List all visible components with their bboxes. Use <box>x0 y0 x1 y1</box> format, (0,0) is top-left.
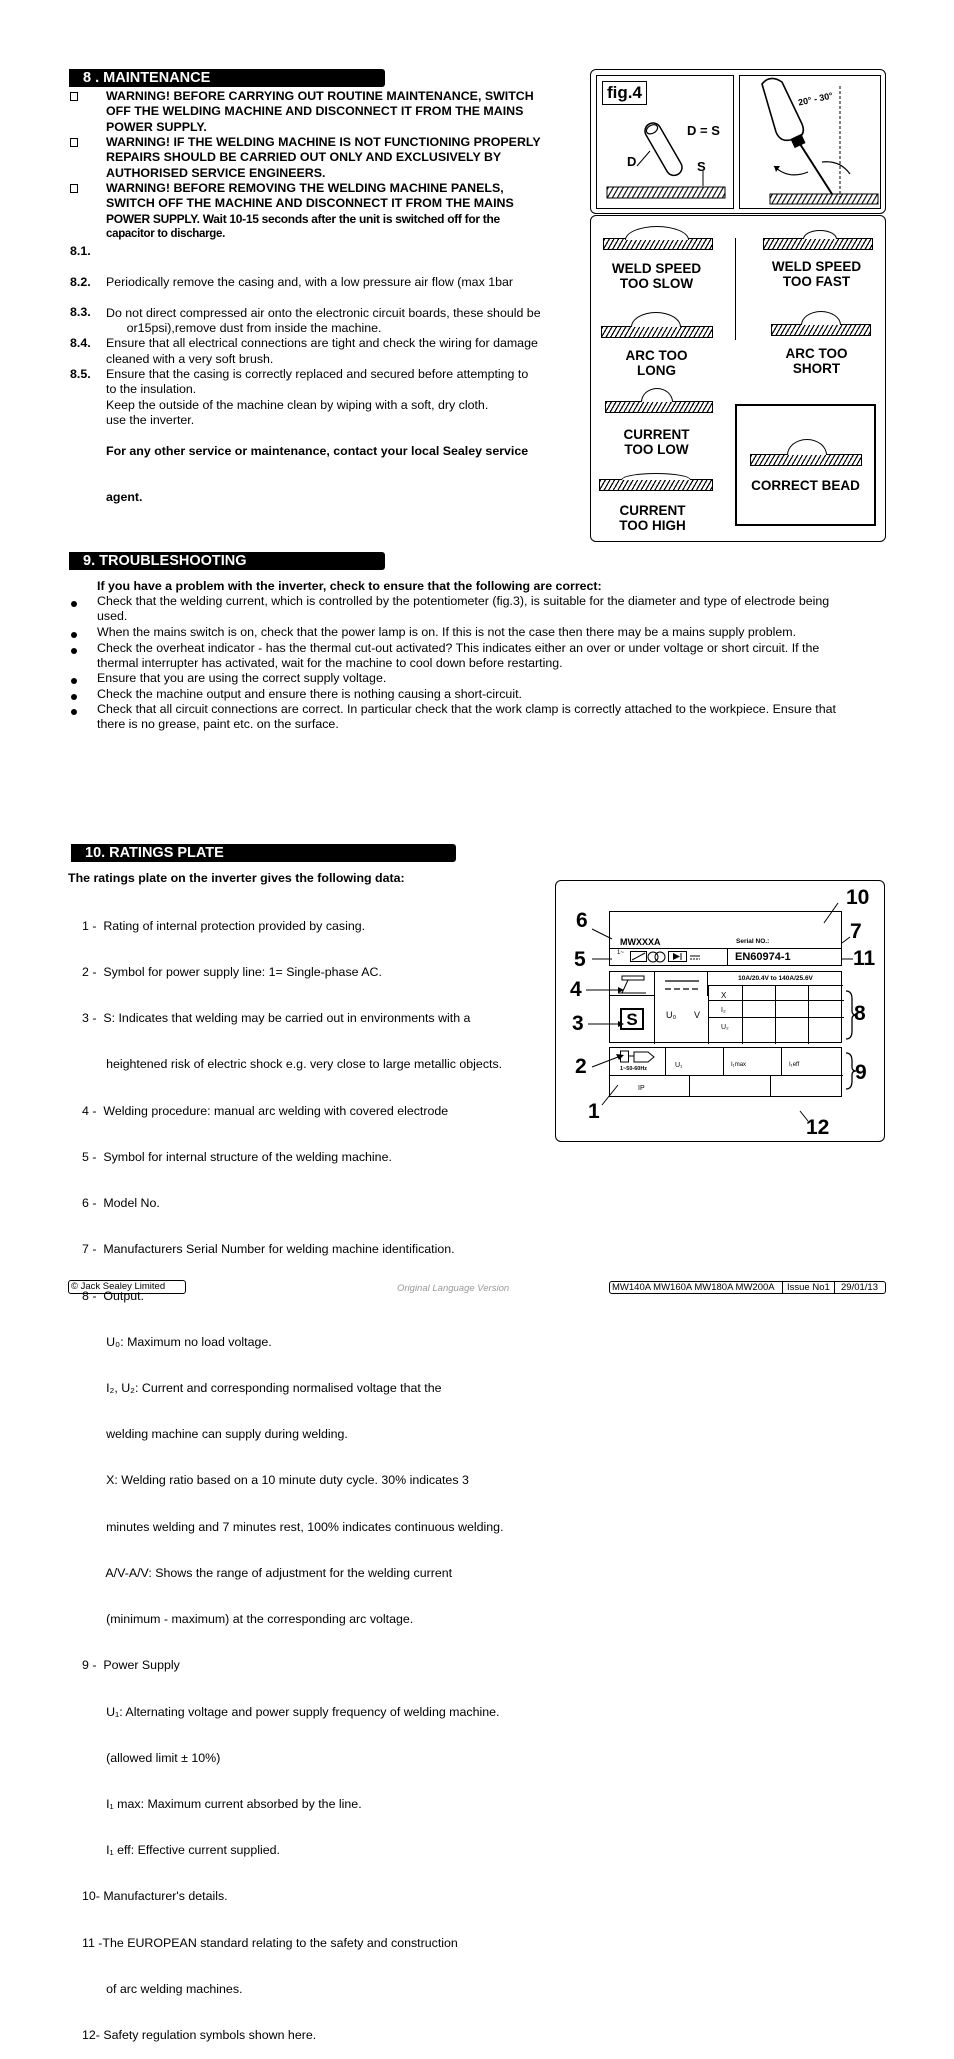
warning-line: AUTHORISED SERVICE ENGINEERS. <box>106 165 326 180</box>
step-line: or15psi),remove dust from inside the machine. <box>106 321 382 336</box>
fig4-right-box <box>739 75 881 209</box>
ratings-line: U₁: Alternating voltage and power supply frequency of welding machine. <box>82 1704 500 1719</box>
plate-i1max: I₁max <box>731 1062 747 1068</box>
ratings-line: 7 - Manufacturers Serial Number for welding machine identification. <box>82 1242 455 1257</box>
step-line: cleaned with a very soft brush. <box>106 352 274 367</box>
warning-line: WARNING! IF THE WELDING MACHINE IS NOT FUNCTIONING PROPERLY <box>106 135 541 149</box>
ratings-line: A/V-A/V: Shows the range of adjustment for the welding current <box>82 1565 453 1580</box>
d-equals-s-label: D = S <box>687 123 720 138</box>
arc-long-plate <box>601 326 713 338</box>
list-item: When the mains switch is on, check that the power lamp is on. If this is not the case then there may be a mains supply problem. <box>70 625 880 640</box>
ratings-line: 10- Manufacturer's details. <box>82 1889 228 1904</box>
ratings-line: 8 - Output. <box>82 1288 144 1303</box>
ratings-list <box>82 888 552 2059</box>
checkbox-square-icon <box>70 92 78 101</box>
step-line: Ensure that all electrical connections are tight and check the wiring for damage <box>106 335 538 350</box>
ratings-line: 9 - Power Supply <box>82 1658 180 1673</box>
current-high-bead <box>621 473 691 480</box>
bullet-icon <box>71 601 77 607</box>
callout-1: 1 <box>588 1100 600 1123</box>
angle-label: 20° - 30° <box>797 90 834 108</box>
warning-line: SWITCH OFF THE MACHINE AND DISCONNECT IT FROM THE MAINS <box>106 196 514 211</box>
ratings-line: 6 - Model No. <box>82 1196 160 1211</box>
arc-short-bead <box>801 311 841 325</box>
footer-copyright: © Jack Sealey Limited <box>68 1280 186 1294</box>
plate-model: MWXXXA <box>620 937 661 947</box>
current-low-label: CURRENT TOO LOW <box>623 427 690 457</box>
closing-line: For any other service or maintenance, contact your local Sealey service <box>106 444 529 459</box>
bullet-icon <box>71 648 77 654</box>
footer-doc-info <box>609 1281 886 1294</box>
ratings-line: (allowed limit ± 10%) <box>82 1750 221 1765</box>
fig4-title: fig.4 <box>602 81 647 105</box>
checkbox-square-icon <box>70 184 78 193</box>
ratings-line: 2 - Symbol for power supply line: 1= Single-phase AC. <box>82 965 382 980</box>
plate-x: X <box>721 991 727 1000</box>
footer-date: 29/01/13 <box>841 1282 878 1293</box>
plate-i2: I₂ <box>721 1007 726 1014</box>
step-line: use the inverter. <box>106 413 195 428</box>
bullet-icon <box>71 694 77 700</box>
fig4-beads-panel <box>590 215 886 542</box>
step-line: to the insulation. <box>106 382 197 397</box>
ratings-line: welding machine can supply during welding. <box>82 1427 348 1442</box>
list-item: Check that the welding current, which is controlled by the potentiometer (fig.3), is suitable for the diameter and type of electrode being used. <box>70 594 880 625</box>
callout-8: 8 <box>854 1002 866 1025</box>
callout-10: 10 <box>846 886 870 909</box>
weld-speed-slow-label: WELD SPEED TOO SLOW <box>611 261 702 291</box>
callout-11: 11 <box>853 947 876 970</box>
panel-divider <box>735 238 736 340</box>
ratings-line: I₁ max: Maximum current absorbed by the line. <box>82 1796 362 1811</box>
closing-line: agent. <box>106 490 143 505</box>
ratings-line: (minimum - maximum) at the corresponding arc voltage. <box>82 1612 414 1627</box>
ratings-line: 5 - Symbol for internal structure of the welding machine. <box>82 1149 392 1164</box>
warning-2 <box>70 135 541 180</box>
arc-short-plate <box>771 324 871 336</box>
arc-short-label: ARC TOO SHORT <box>785 346 848 376</box>
current-low-plate <box>605 401 713 413</box>
fig4-top-panel <box>590 69 886 214</box>
checkbox-square-icon <box>70 138 78 147</box>
step-number: 8.4. <box>70 336 91 350</box>
correct-bead-box <box>735 404 876 526</box>
ratings-line: 12- Safety regulation symbols shown here. <box>82 2028 317 2043</box>
bullet-icon <box>71 678 77 684</box>
ratings-line: 11 -The EUROPEAN standard relating to the safety and construction <box>82 1935 458 1950</box>
ratings-intro: The ratings plate on the inverter gives the following data: <box>68 871 405 885</box>
footer-issue: Issue No1 <box>783 1282 835 1293</box>
callout-5: 5 <box>574 948 586 971</box>
step-line: Ensure that the casing is correctly replaced and secured before attempting to <box>106 366 529 381</box>
callout-3: 3 <box>572 1012 584 1035</box>
troubleshooting-intro: If you have a problem with the inverter, check to ensure that the following are correct: <box>97 579 602 593</box>
warning-line: POWER SUPPLY. Wait 10-15 seconds after the unit is switched off for the <box>106 211 500 226</box>
ratings-line: 3 - S: Indicates that welding may be carried out in environments with a <box>82 1011 471 1026</box>
step-line: Periodically remove the casing and, with a low pressure air flow (max 1bar <box>106 274 514 289</box>
ratings-line: X: Welding ratio based on a 10 minute duty cycle. 30% indicates 3 <box>82 1473 469 1488</box>
step-number: 8.5. <box>70 367 91 381</box>
list-item: Check the machine output and ensure there is nothing causing a short-circuit. <box>70 687 880 702</box>
plate-i1eff: I₁eff <box>789 1062 800 1068</box>
callout-lines <box>556 881 886 1143</box>
plate-u1: U₁ <box>675 1062 683 1069</box>
ratings-line: minutes welding and 7 minutes rest, 100% indicates continuous welding. <box>82 1519 504 1534</box>
arc-long-bead <box>631 312 681 327</box>
troubleshooting-header: 9. TROUBLESHOOTING <box>69 552 385 570</box>
warning-line: WARNING! BEFORE REMOVING THE WELDING MACHINE PANELS, <box>106 181 504 195</box>
plate-u2: U₂ <box>721 1024 729 1031</box>
warning-line: WARNING! BEFORE CARRYING OUT ROUTINE MAINTENANCE, SWITCH <box>106 89 534 103</box>
ratings-header: 10. RATINGS PLATE <box>71 844 456 862</box>
weld-speed-fast-label: WELD SPEED TOO FAST <box>771 259 862 289</box>
plate-ip: IP <box>638 1085 645 1092</box>
warning-line: capacitor to discharge. <box>106 228 225 241</box>
list-item: Ensure that you are using the correct supply voltage. <box>70 671 880 686</box>
callout-7: 7 <box>850 920 862 943</box>
ratings-line: U₀: Maximum no load voltage. <box>82 1334 272 1349</box>
current-low-bead <box>641 388 673 402</box>
ratings-line: heightened risk of electric shock e.g. very close to large metallic objects. <box>82 1057 503 1072</box>
warning-line: REPAIRS SHOULD BE CARRIED OUT ONLY AND EXCLUSIVELY BY <box>106 150 502 165</box>
phase-symbol: 1~ <box>617 950 624 956</box>
weld-speed-fast-bead <box>803 230 837 239</box>
correct-bead-plate <box>750 454 862 466</box>
callout-9: 9 <box>855 1061 867 1084</box>
list-item: Check the overheat indicator - has the thermal cut-out activated? This indicates either an over or under voltage or short circuit. If the thermal interrupter has activated, wait for the machine to cool down before restarting. <box>70 641 880 672</box>
callout-2: 2 <box>575 1055 587 1078</box>
d-label: D <box>627 154 637 169</box>
step-line: Keep the outside of the machine clean by wiping with a soft, dry cloth. <box>106 397 489 412</box>
ratings-line: I₁ eff: Effective current supplied. <box>82 1843 280 1858</box>
step-line: Do not direct compressed air onto the electronic circuit boards, these should be <box>106 305 541 320</box>
ratings-line: 1 - Rating of internal protection provided by casing. <box>82 918 366 933</box>
step-number: 8.1. <box>70 244 91 258</box>
plate-serial: Serial NO.: <box>736 938 770 945</box>
step-number: 8.2. <box>70 275 91 289</box>
list-item: Check that all circuit connections are correct. In particular check that the work clamp is correctly attached to the workpiece. Ensure that there is no grease, paint etc. on the surface. <box>70 702 880 733</box>
plate-frequency: 1~50-60Hz <box>620 1066 648 1072</box>
plate-range: 10A/20.4V to 140A/25.6V <box>708 972 843 986</box>
warning-line: OFF THE WELDING MACHINE AND DISCONNECT IT FROM THE MAINS <box>106 104 524 119</box>
plate-standard: EN60974-1 <box>735 951 791 963</box>
correct-bead-label: CORRECT BEAD <box>751 478 860 493</box>
arc-long-label: ARC TOO LONG <box>625 348 688 378</box>
footer-version: Original Language Version <box>397 1283 510 1294</box>
s-symbol: S <box>620 1008 644 1030</box>
bullet-icon <box>71 709 77 715</box>
bullet-icon <box>71 632 77 638</box>
plate-u0: U₀ <box>666 1010 677 1020</box>
ratings-line: 4 - Welding procedure: manual arc welding with covered electrode <box>82 1103 449 1118</box>
weld-speed-slow-bead <box>625 226 689 240</box>
fig4-left-box <box>596 75 734 209</box>
warning-1 <box>70 89 534 134</box>
footer-models: MW140A MW160A MW180A MW200A <box>610 1282 783 1293</box>
weld-speed-fast-plate <box>763 238 873 250</box>
current-high-plate <box>599 479 713 491</box>
ratings-line: of arc welding machines. <box>82 1981 243 1996</box>
ratings-line: I₂, U₂: Current and corresponding normalised voltage that the <box>82 1381 442 1395</box>
current-high-label: CURRENT TOO HIGH <box>619 503 686 533</box>
maintenance-header: 8 . MAINTENANCE <box>69 69 385 87</box>
electrode-diameter-diagram <box>597 76 735 210</box>
step-number: 8.3. <box>70 305 91 319</box>
callout-6: 6 <box>576 909 588 932</box>
correct-bead-bead <box>787 439 827 455</box>
callout-12: 12 <box>806 1116 830 1139</box>
s-label: S <box>697 159 706 174</box>
warning-3 <box>70 181 514 241</box>
plate-v: V <box>694 1010 701 1020</box>
callout-4: 4 <box>570 978 582 1001</box>
ratings-plate-diagram <box>555 880 885 1142</box>
warning-line: POWER SUPPLY. <box>106 119 207 134</box>
